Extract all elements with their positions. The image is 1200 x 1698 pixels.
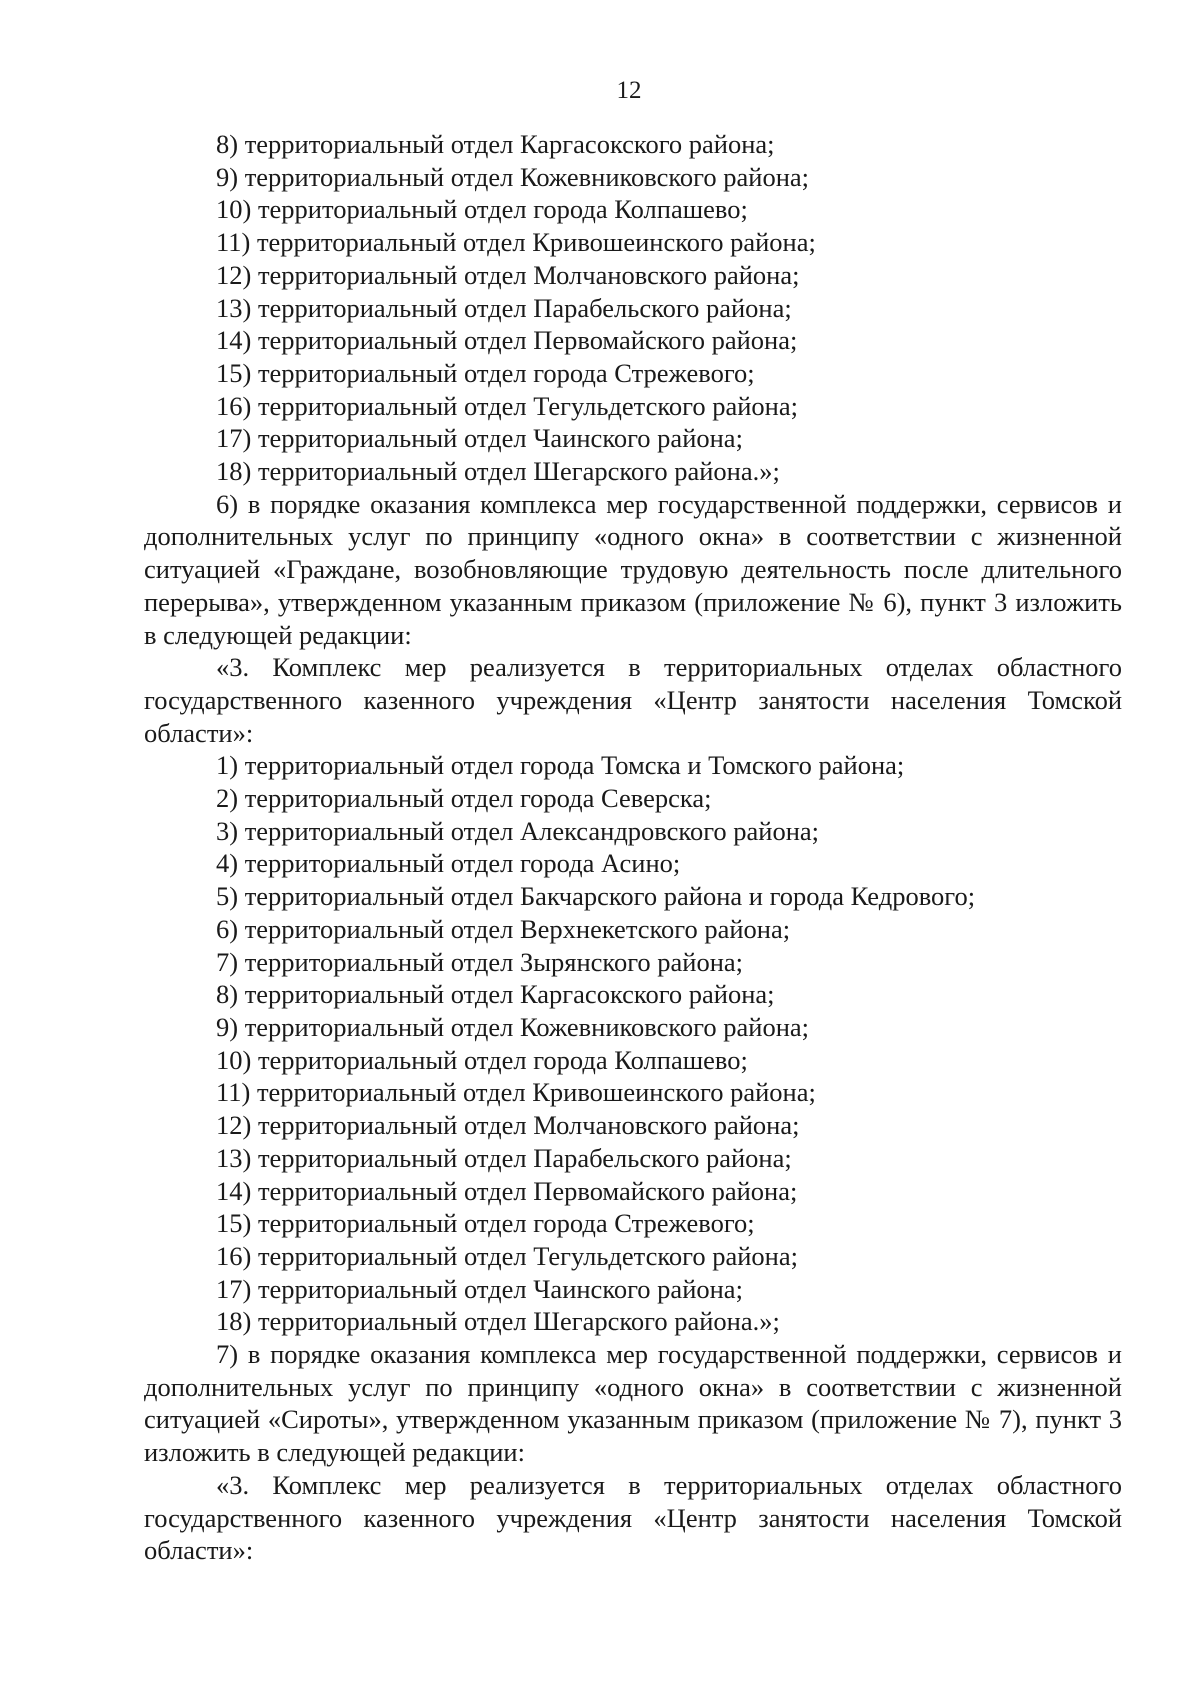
list-item: 10) территориальный отдел города Колпашево; [216,1044,748,1075]
list-item: 18) территориальный отдел Шегарского района.»; [216,456,780,487]
paragraph-6: 6) в порядке оказания комплекса мер государственной поддержки, сервисов и дополнительных услуг по принципу «одного окна» в соответствии с жизненной ситуацией «Граждане, возобновляющие трудовую деятельность после длительного перерыва», утвержденном указанным приказом (приложение № 6), пункт 3 изложить в следующей редакции: [144,488,1122,650]
list-item: 6) территориальный отдел Верхнекетского района; [216,913,791,944]
list-item: 11) территориальный отдел Кривошеинского района; [216,1077,816,1108]
list-item: 13) территориальный отдел Парабельского района; [216,292,792,323]
list-item: 9) территориальный отдел Кожевниковского района; [216,1011,810,1042]
quote-paragraph-7: «3. Комплекс мер реализуется в территориальных отделах областного государственного казенного учреждения «Центр занятости населения Томской области»: [144,1469,1122,1566]
paragraph-7: 7) в порядке оказания комплекса мер государственной поддержки, сервисов и дополнительных услуг по принципу «одного окна» в соответствии с жизненной ситуацией «Сироты», утвержденном указанным приказом (приложение № 7), пункт 3 изложить в следующей редакции: [144,1339,1122,1468]
list-item: 13) территориальный отдел Парабельского района; [216,1142,792,1173]
quote-paragraph-6: «3. Комплекс мер реализуется в территориальных отделах областного государственного казенного учреждения «Центр занятости населения Томской области»: [144,652,1122,748]
page-number: 12 [616,77,642,104]
list-item: 2) территориальный отдел города Северска; [216,783,712,814]
list-item: 12) территориальный отдел Молчановского района; [216,1110,800,1141]
list-item: 15) территориальный отдел города Стрежевого; [216,1208,755,1239]
document-body [144,128,1122,1567]
list-item: 10) территориальный отдел города Колпашево; [216,194,748,225]
list-item: 17) территориальный отдел Чаинского района; [216,423,743,454]
list-item: 8) территориальный отдел Каргасокского района; [216,979,775,1010]
list-item: 7) территориальный отдел Зырянского района; [216,946,744,977]
list-item: 17) территориальный отдел Чаинского района; [216,1273,743,1304]
list-item: 4) территориальный отдел города Асино; [216,848,681,879]
list-item: 12) территориальный отдел Молчановского района; [216,259,800,290]
list-item: 18) территориальный отдел Шегарского района.»; [216,1306,780,1337]
list-item: 16) территориальный отдел Тегульдетского района; [216,1240,798,1271]
list-item: 9) территориальный отдел Кожевниковского района; [216,161,810,192]
territorial-list-top [144,128,1122,488]
list-item: 1) территориальный отдел города Томска и Томского района; [216,750,905,781]
list-item: 11) территориальный отдел Кривошеинского района; [216,227,816,258]
list-item: 15) территориальный отдел города Стрежевого; [216,357,755,388]
list-item: 8) территориальный отдел Каргасокского района; [216,129,775,159]
list-item: 3) территориальный отдел Александровского района; [216,815,820,846]
list-item: 16) территориальный отдел Тегульдетского района; [216,390,798,421]
list-item: 5) территориальный отдел Бакчарского района и города Кедрового; [216,881,976,912]
list-item: 14) территориальный отдел Первомайского района; [216,1175,798,1206]
territorial-list-full [144,749,1122,1338]
list-item: 14) территориальный отдел Первомайского района; [216,325,798,356]
